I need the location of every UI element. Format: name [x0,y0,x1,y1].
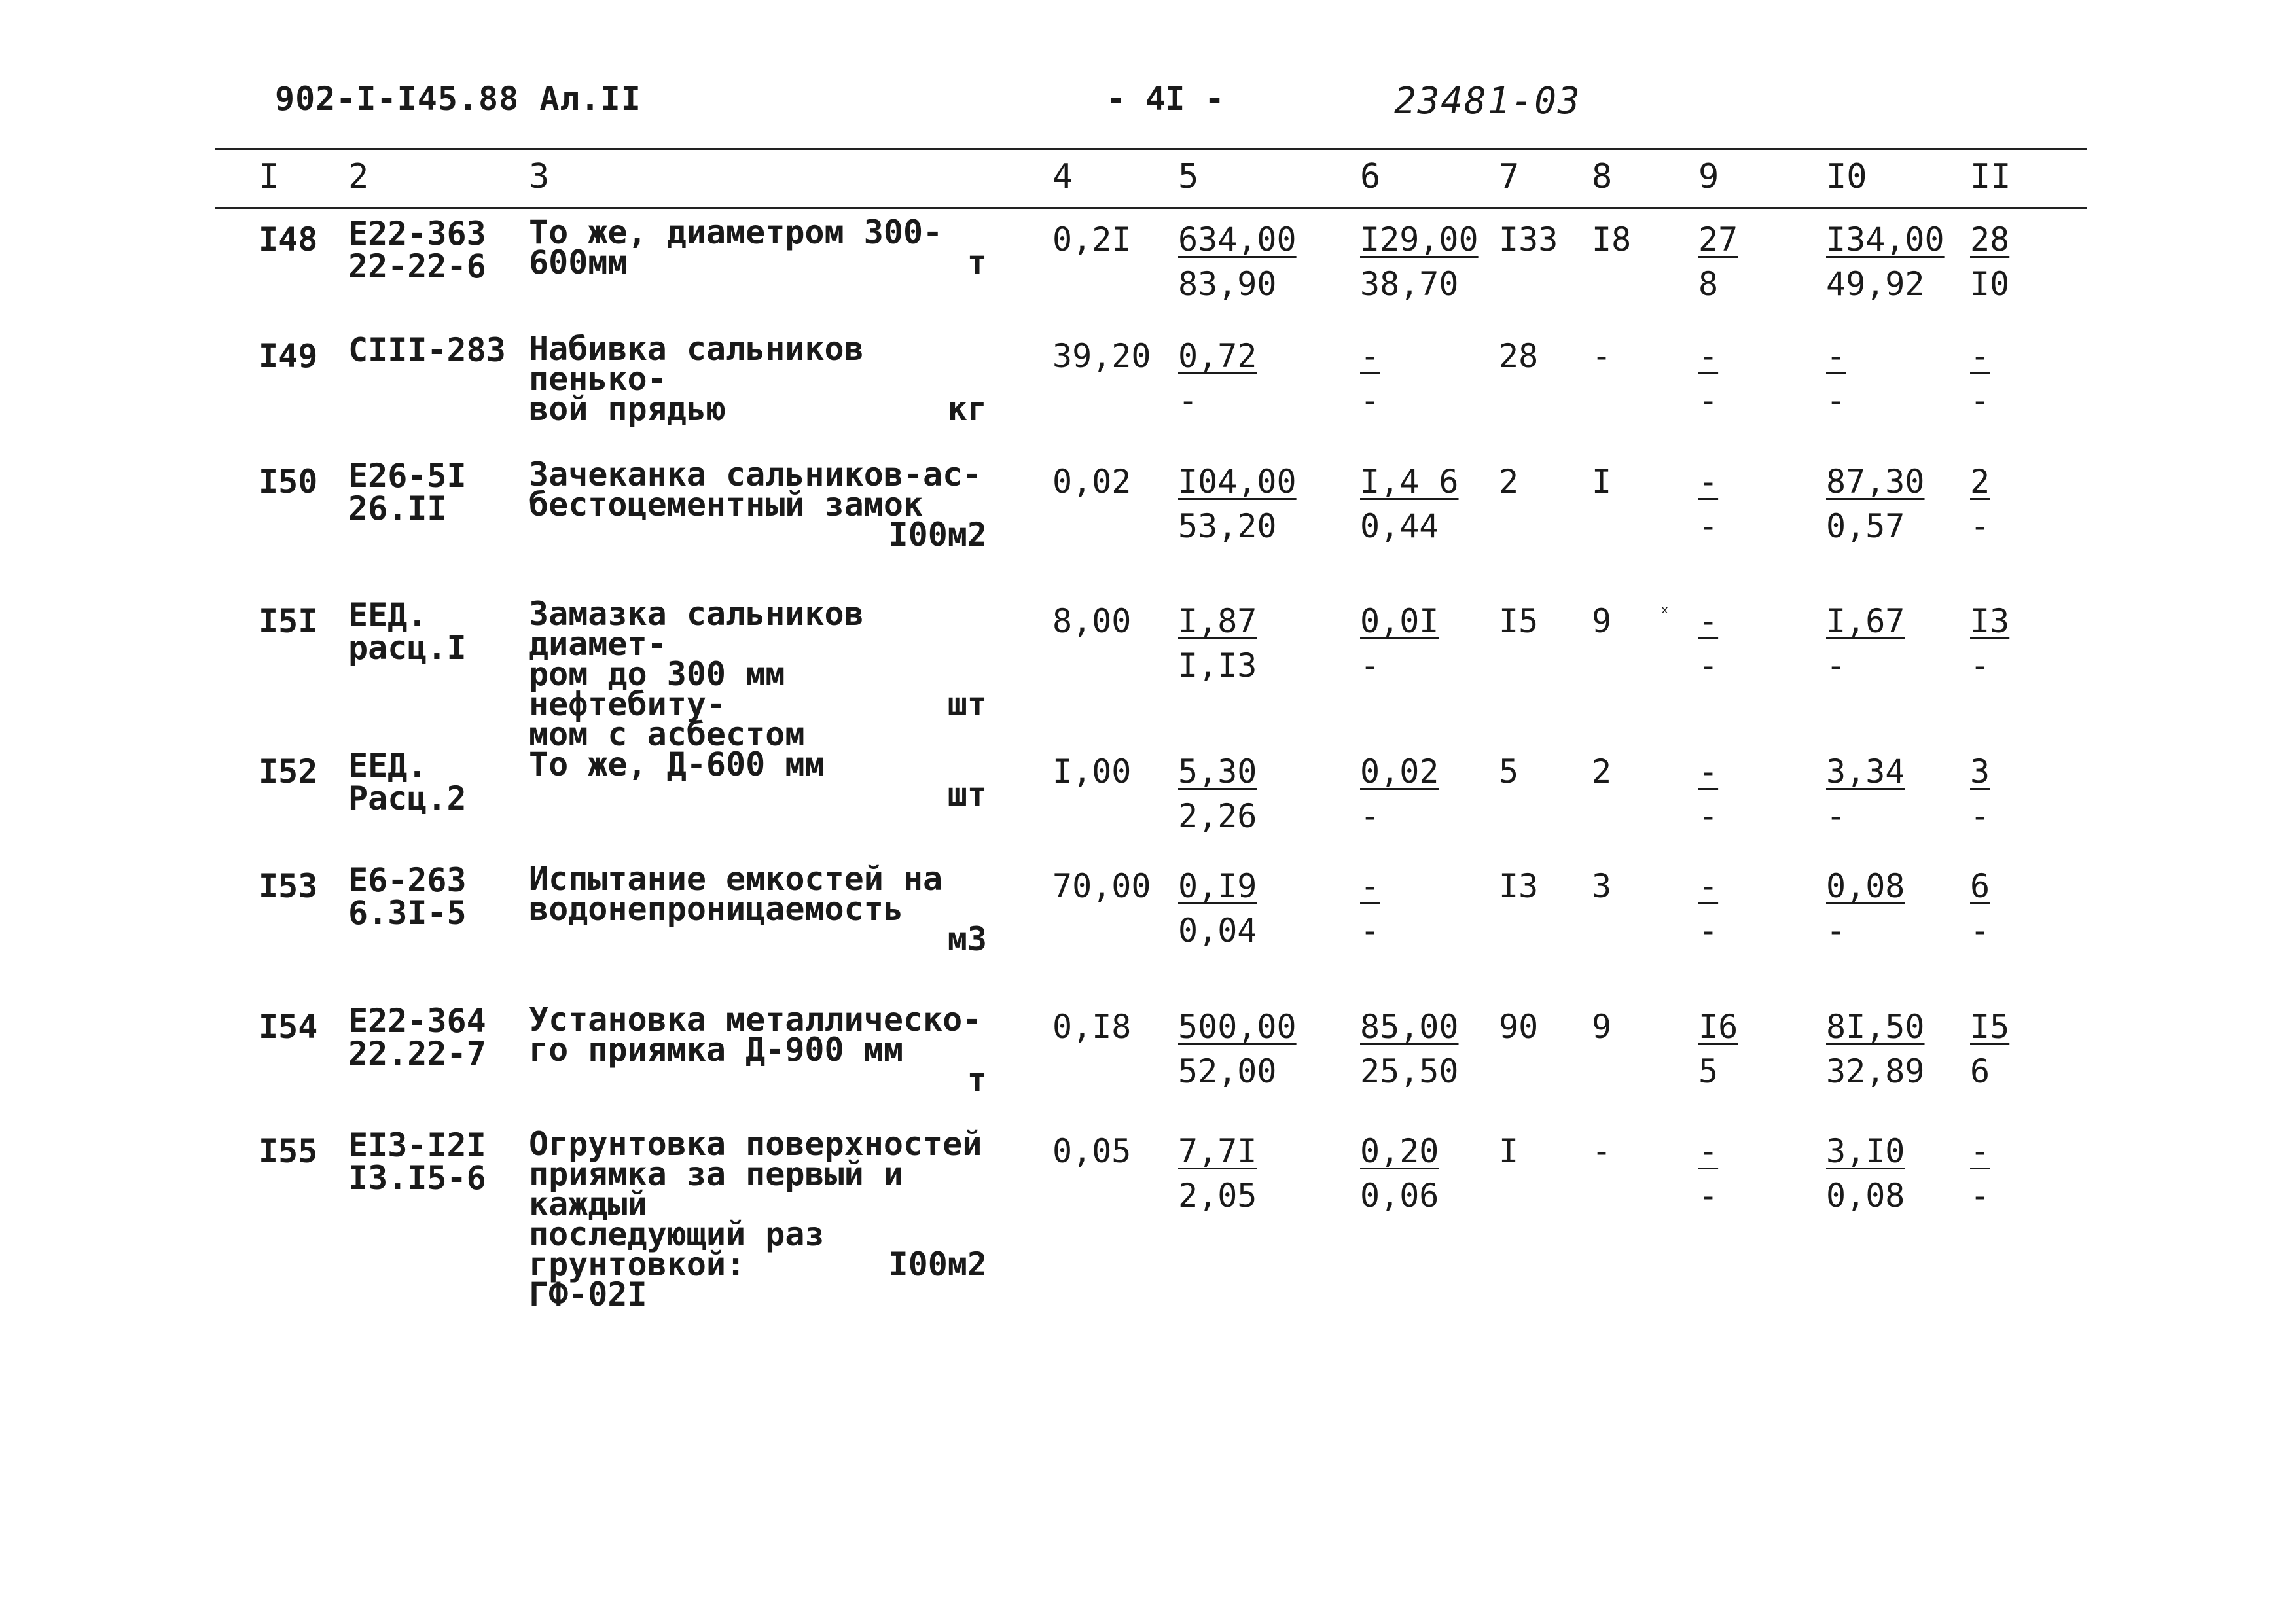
machine-cost-upper: 0,20 [1360,1132,1439,1170]
total-cost-upper: I6 [1698,1008,1738,1046]
machine-cost-upper: 85,00 [1360,1008,1459,1046]
unit-cost-fraction [1178,334,1257,423]
quantity: 0,02 [1052,463,1132,501]
labor-cost-fraction [1826,334,1892,423]
row-number: I5I [259,602,318,640]
total-cost-upper: - [1698,602,1719,640]
col-8-value: - [1592,337,1612,375]
quantity: 0,2I [1052,221,1132,259]
machine-cost-fraction [1360,749,1439,838]
quantity: 0,I8 [1052,1008,1132,1046]
machine-total-upper: 2 [1970,463,1990,501]
col-header-5: 5 [1178,157,1199,196]
rate-code: E22-363 22-22-6 [348,215,486,285]
labor-cost-upper: 3,34 [1826,753,1905,791]
work-description-cell [529,213,1000,281]
machine-total-upper: I3 [1970,602,2010,640]
col-header-6: 6 [1360,157,1381,196]
unit-cost-fraction [1178,749,1257,838]
labor-cost-upper: I,67 [1826,602,1905,640]
work-description-cell [529,595,1000,753]
work-description-cell [529,860,1000,958]
labor-cost-fraction [1826,459,1925,548]
col-header-2: 2 [348,157,369,196]
labor-cost-fraction [1826,599,1905,688]
machine-cost-upper: - [1360,337,1380,375]
labor-cost-lower: - [1826,647,1846,685]
unit-cost-lower: 2,26 [1178,797,1257,835]
table-row [0,455,2296,571]
labor-cost-lower: 32,89 [1826,1052,1925,1090]
machine-total-fraction [1970,334,2036,423]
labor-cost-lower: 0,57 [1826,507,1905,545]
machine-total-upper: 6 [1970,867,1990,905]
unit-cost-fraction [1178,459,1297,548]
machine-total-upper: 3 [1970,753,1990,791]
unit-cost-upper: 634,00 [1178,221,1297,259]
document-code: 902-I-I45.88 Ал.II [275,80,641,118]
unit-cost-upper: 500,00 [1178,1008,1297,1046]
labor-cost-upper: 87,30 [1826,463,1925,501]
table-row [0,595,2296,753]
col-7-value: 2 [1499,463,1519,501]
unit-of-measure: шт [947,776,987,813]
total-cost-fraction [1698,217,1764,306]
col-8-value: 9 [1592,602,1612,640]
col-header-8: 8 [1592,157,1613,196]
total-cost-lower: - [1698,647,1719,685]
unit-cost-lower: 83,90 [1178,265,1277,303]
rate-code: E22-364 22.22-7 [348,1002,486,1073]
total-cost-fraction [1698,1005,1764,1094]
work-description-cell [529,1125,1000,1313]
unit-of-measure: I00м2 [888,516,987,554]
top-rule [215,148,2087,150]
header-bottom-rule [215,207,2087,209]
machine-total-lower: - [1970,507,1990,545]
row-number: I52 [259,753,318,791]
row-number: I50 [259,463,318,501]
total-cost-lower: - [1698,382,1719,419]
quantity: 8,00 [1052,602,1132,640]
labor-cost-lower: - [1826,912,1846,950]
unit-cost-upper: 5,30 [1178,753,1257,791]
unit-cost-lower: 2,05 [1178,1177,1257,1215]
machine-cost-upper: I29,00 [1360,221,1479,259]
col-header-7: 7 [1499,157,1520,196]
rate-code: CIII-283 [348,331,506,369]
work-description: Набивка сальников пенько- вой прядью [529,330,864,428]
machine-cost-lower: 0,06 [1360,1177,1439,1215]
unit-cost-fraction [1178,1129,1257,1218]
total-cost-fraction [1698,459,1764,548]
machine-cost-upper: 0,0I [1360,602,1439,640]
total-cost-lower: - [1698,507,1719,545]
quantity: 0,05 [1052,1132,1132,1170]
machine-total-lower: - [1970,382,1990,419]
work-description-cell [529,745,1000,813]
work-description: То же, Д-600 мм [529,745,825,783]
machine-total-fraction [1970,599,2036,688]
machine-total-lower: - [1970,1177,1990,1215]
labor-cost-upper: 8I,50 [1826,1008,1925,1046]
table-row [0,1001,2296,1116]
machine-cost-lower: - [1360,797,1380,835]
unit-cost-lower: I,I3 [1178,647,1257,685]
work-description: Зачеканка сальников-ас- бестоцементный замок [529,455,982,524]
machine-total-lower: 6 [1970,1052,1990,1090]
col-7-value: 90 [1499,1008,1539,1046]
quantity: 70,00 [1052,867,1151,905]
work-description: Замазка сальников диамет- ром до 300 мм нефтебиту- мом с асбестом [529,595,864,753]
unit-of-measure: т [967,1061,987,1099]
col-7-value: I5 [1499,602,1539,640]
machine-total-fraction [1970,459,2036,548]
total-cost-fraction [1698,864,1764,953]
row-number: I54 [259,1008,318,1046]
machine-cost-lower: 0,44 [1360,507,1439,545]
total-cost-fraction [1698,334,1764,423]
unit-of-measure: шт [947,685,987,723]
col-7-value: 5 [1499,753,1519,791]
machine-cost-lower: - [1360,382,1380,419]
labor-cost-fraction [1826,864,1905,953]
row-number: I53 [259,867,318,905]
labor-cost-fraction [1826,1005,1925,1094]
machine-cost-fraction [1360,1129,1439,1218]
machine-cost-fraction [1360,864,1426,953]
work-description-cell [529,455,1000,554]
col-8-value: 2 [1592,753,1612,791]
unit-cost-lower: 53,20 [1178,507,1277,545]
machine-cost-lower: 38,70 [1360,265,1459,303]
rate-code: ЕЕД. расц.I [348,596,467,667]
unit-cost-upper: I,87 [1178,602,1257,640]
machine-cost-fraction [1360,334,1426,423]
machine-total-upper: - [1970,337,1990,375]
quantity: I,00 [1052,753,1132,791]
unit-cost-upper: 0,72 [1178,337,1257,375]
total-cost-upper: - [1698,337,1719,375]
rate-code: EI3-I2I I3.I5-6 [348,1126,486,1197]
quantity: 39,20 [1052,337,1151,375]
total-cost-lower: - [1698,1177,1719,1215]
table-row [0,213,2296,329]
unit-cost-lower: - [1178,382,1198,419]
rate-code: E6-263 6.3I-5 [348,861,467,932]
table-row [0,745,2296,861]
unit-cost-upper: I04,00 [1178,463,1297,501]
total-cost-fraction [1698,749,1764,838]
machine-cost-fraction [1360,459,1459,548]
col-7-value: I3 [1499,867,1539,905]
labor-cost-lower: 49,92 [1826,265,1925,303]
col-header-4: 4 [1052,157,1073,196]
machine-total-fraction [1970,749,2036,838]
col-header-10: I0 [1826,157,1867,196]
unit-of-measure: кг [947,390,987,428]
machine-cost-upper: - [1360,867,1380,905]
page-number: - 4I - [1106,80,1225,118]
unit-cost-fraction [1178,599,1257,688]
machine-cost-fraction [1360,217,1479,306]
col-header-3: 3 [529,157,550,196]
machine-total-upper: - [1970,1132,1990,1170]
machine-cost-lower: - [1360,912,1380,950]
total-cost-lower: - [1698,912,1719,950]
machine-total-fraction [1970,864,2036,953]
unit-cost-upper: 0,I9 [1178,867,1257,905]
machine-cost-fraction [1360,599,1439,688]
labor-cost-lower: 0,08 [1826,1177,1905,1215]
unit-cost-upper: 7,7I [1178,1132,1257,1170]
work-description: Испытание емкостей на водонепроницаемость [529,860,943,928]
labor-cost-lower: - [1826,797,1846,835]
col-7-value: 28 [1499,337,1539,375]
col-8-value: 9 [1592,1008,1612,1046]
machine-cost-upper: 0,02 [1360,753,1439,791]
col-8-value: I [1592,463,1612,501]
unit-cost-lower: 0,04 [1178,912,1257,950]
labor-cost-upper: I34,00 [1826,221,1945,259]
work-description: То же, диаметром 300-600мм [529,213,943,281]
machine-cost-lower: 25,50 [1360,1052,1459,1090]
machine-total-fraction [1970,217,2036,306]
machine-total-lower: - [1970,647,1990,685]
work-description-cell [529,1001,1000,1099]
total-cost-upper: 27 [1698,221,1738,259]
unit-of-measure: м3 [947,920,987,958]
unit-cost-fraction [1178,217,1297,306]
work-description: Огрунтовка поверхностей приямка за первый и каждый последующий раз грунтовкой: ГФ-02I [529,1125,982,1313]
total-cost-lower: 5 [1698,1052,1719,1090]
col-header-9: 9 [1698,157,1719,196]
machine-total-upper: I5 [1970,1008,2010,1046]
total-cost-fraction [1698,599,1764,688]
labor-cost-upper: 0,08 [1826,867,1905,905]
work-description-cell [529,330,1000,428]
col-8-value: I8 [1592,221,1632,259]
machine-cost-fraction [1360,1005,1459,1094]
unit-of-measure: т [967,243,987,281]
rate-code: E26-5I 26.II [348,457,467,527]
labor-cost-lower: - [1826,382,1846,419]
unit-cost-lower: 52,00 [1178,1052,1277,1090]
row-number: I55 [259,1132,318,1170]
unit-cost-fraction [1178,864,1257,953]
total-cost-lower: - [1698,797,1719,835]
labor-cost-upper: 3,I0 [1826,1132,1905,1170]
work-description: Установка металлическо- го приямка Д-900 мм [529,1001,982,1069]
col-8-value: 3 [1592,867,1612,905]
machine-cost-lower: - [1360,647,1380,685]
col-8-value: - [1592,1132,1612,1170]
table-row [0,1125,2296,1313]
unit-of-measure: I00м2 [888,1245,987,1283]
table-row [0,330,2296,445]
inventory-number: 23481-03 [1394,80,1581,122]
machine-total-lower: I0 [1970,265,2010,303]
total-cost-lower: 8 [1698,265,1719,303]
row-number: I48 [259,221,318,259]
machine-total-lower: - [1970,797,1990,835]
row-number: I49 [259,337,318,375]
machine-total-lower: - [1970,912,1990,950]
col-7-value: I33 [1499,221,1558,259]
machine-total-fraction [1970,1005,2036,1094]
total-cost-upper: - [1698,1132,1719,1170]
col-header-11: II [1970,157,2011,196]
col-header-1: I [259,157,279,196]
check-mark: ˣ [1659,602,1670,624]
labor-cost-upper: - [1826,337,1846,375]
machine-total-upper: 28 [1970,221,2010,259]
machine-total-fraction [1970,1129,2036,1218]
labor-cost-fraction [1826,749,1905,838]
labor-cost-fraction [1826,217,1945,306]
total-cost-upper: - [1698,867,1719,905]
rate-code: ЕЕД. Расц.2 [348,747,467,817]
table-row [0,860,2296,975]
unit-cost-fraction [1178,1005,1297,1094]
machine-cost-upper: I,4 6 [1360,463,1459,501]
col-7-value: I [1499,1132,1519,1170]
labor-cost-fraction [1826,1129,1905,1218]
total-cost-upper: - [1698,753,1719,791]
total-cost-fraction [1698,1129,1764,1218]
total-cost-upper: - [1698,463,1719,501]
